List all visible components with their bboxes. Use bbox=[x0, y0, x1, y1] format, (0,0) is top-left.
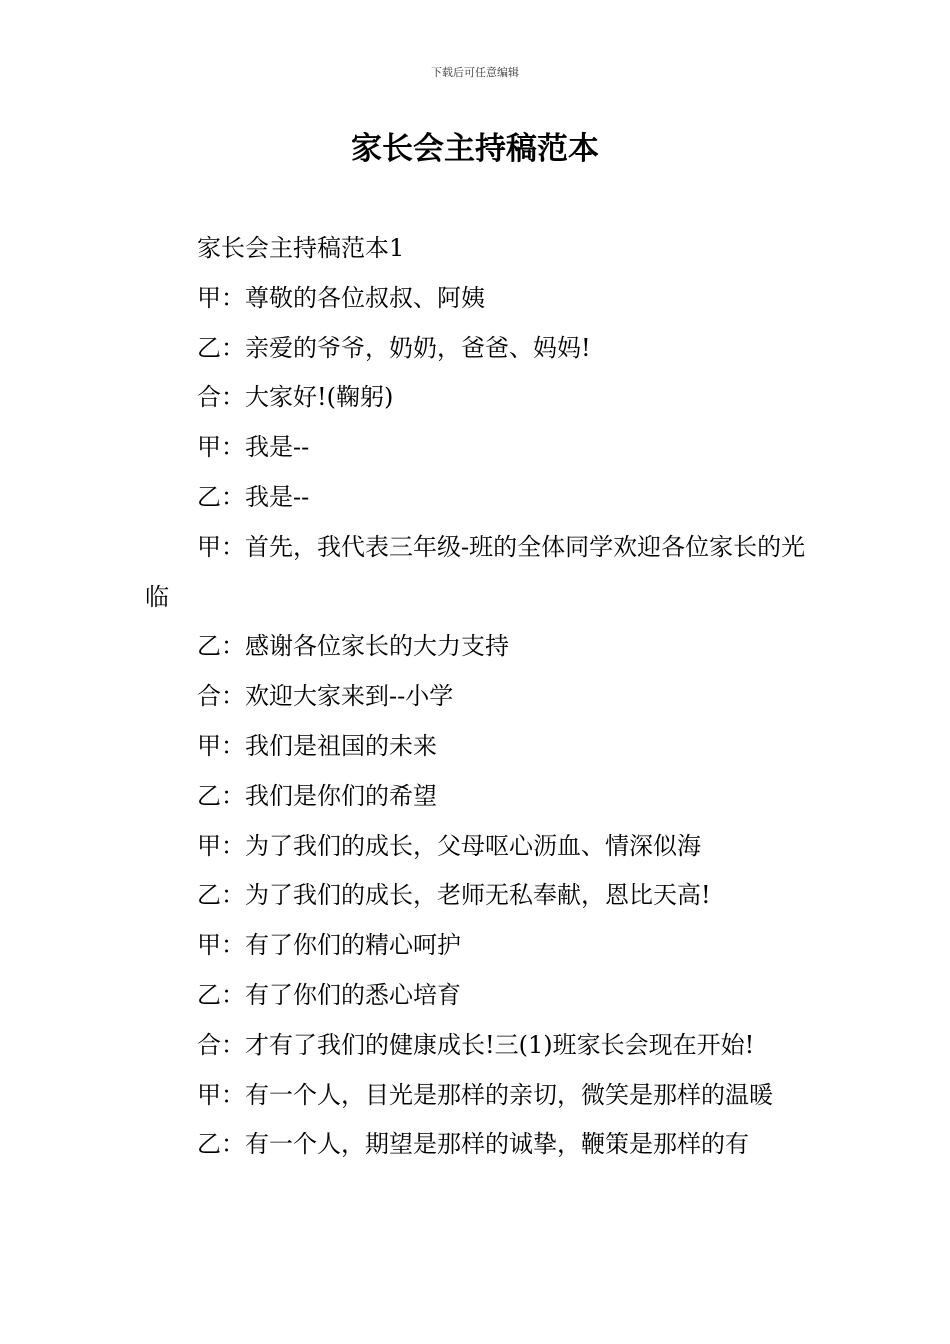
dialogue-line: 合：才有了我们的健康成长!三(1)班家长会现在开始! bbox=[197, 1030, 755, 1059]
paragraph-heading: 家长会主持稿范本1 bbox=[197, 234, 405, 262]
dialogue-line: 合：大家好!(鞠躬) bbox=[197, 383, 394, 412]
header-note: 下载后可任意编辑 bbox=[431, 66, 519, 79]
dialogue-line: 甲：有了你们的精心呵护 bbox=[197, 931, 461, 960]
dialogue-line: 甲：我是-- bbox=[197, 433, 310, 462]
document-title: 家长会主持稿范本 bbox=[351, 131, 599, 167]
dialogue-line: 甲：尊敬的各位叔叔、阿姨 bbox=[197, 283, 485, 312]
dialogue-line: 甲：有一个人，目光是那样的亲切，微笑是那样的温暖 bbox=[197, 1080, 773, 1109]
dialogue-line: 乙：我们是你们的希望 bbox=[197, 781, 437, 810]
dialogue-line: 合：欢迎大家来到--小学 bbox=[197, 682, 454, 711]
dialogue-line: 乙：我是-- bbox=[197, 482, 310, 511]
dialogue-line: 乙：感谢各位家长的大力支持 bbox=[197, 632, 509, 661]
dialogue-line: 乙：亲爱的爷爷，奶奶，爸爸、妈妈! bbox=[197, 333, 591, 362]
dialogue-line: 甲：为了我们的成长，父母呕心沥血、情深似海 bbox=[197, 831, 701, 860]
dialogue-line: 甲：首先，我代表三年级-班的全体同学欢迎各位家长的光临 bbox=[145, 532, 806, 611]
dialogue-line: 乙：为了我们的成长，老师无私奉献，恩比天高! bbox=[197, 881, 711, 910]
document-body bbox=[145, 224, 807, 1170]
dialogue-line: 乙：有一个人，期望是那样的诚挚，鞭策是那样的有 bbox=[197, 1130, 749, 1159]
dialogue-line: 乙：有了你们的悉心培育 bbox=[197, 980, 461, 1009]
dialogue-line: 甲：我们是祖国的未来 bbox=[197, 731, 437, 760]
